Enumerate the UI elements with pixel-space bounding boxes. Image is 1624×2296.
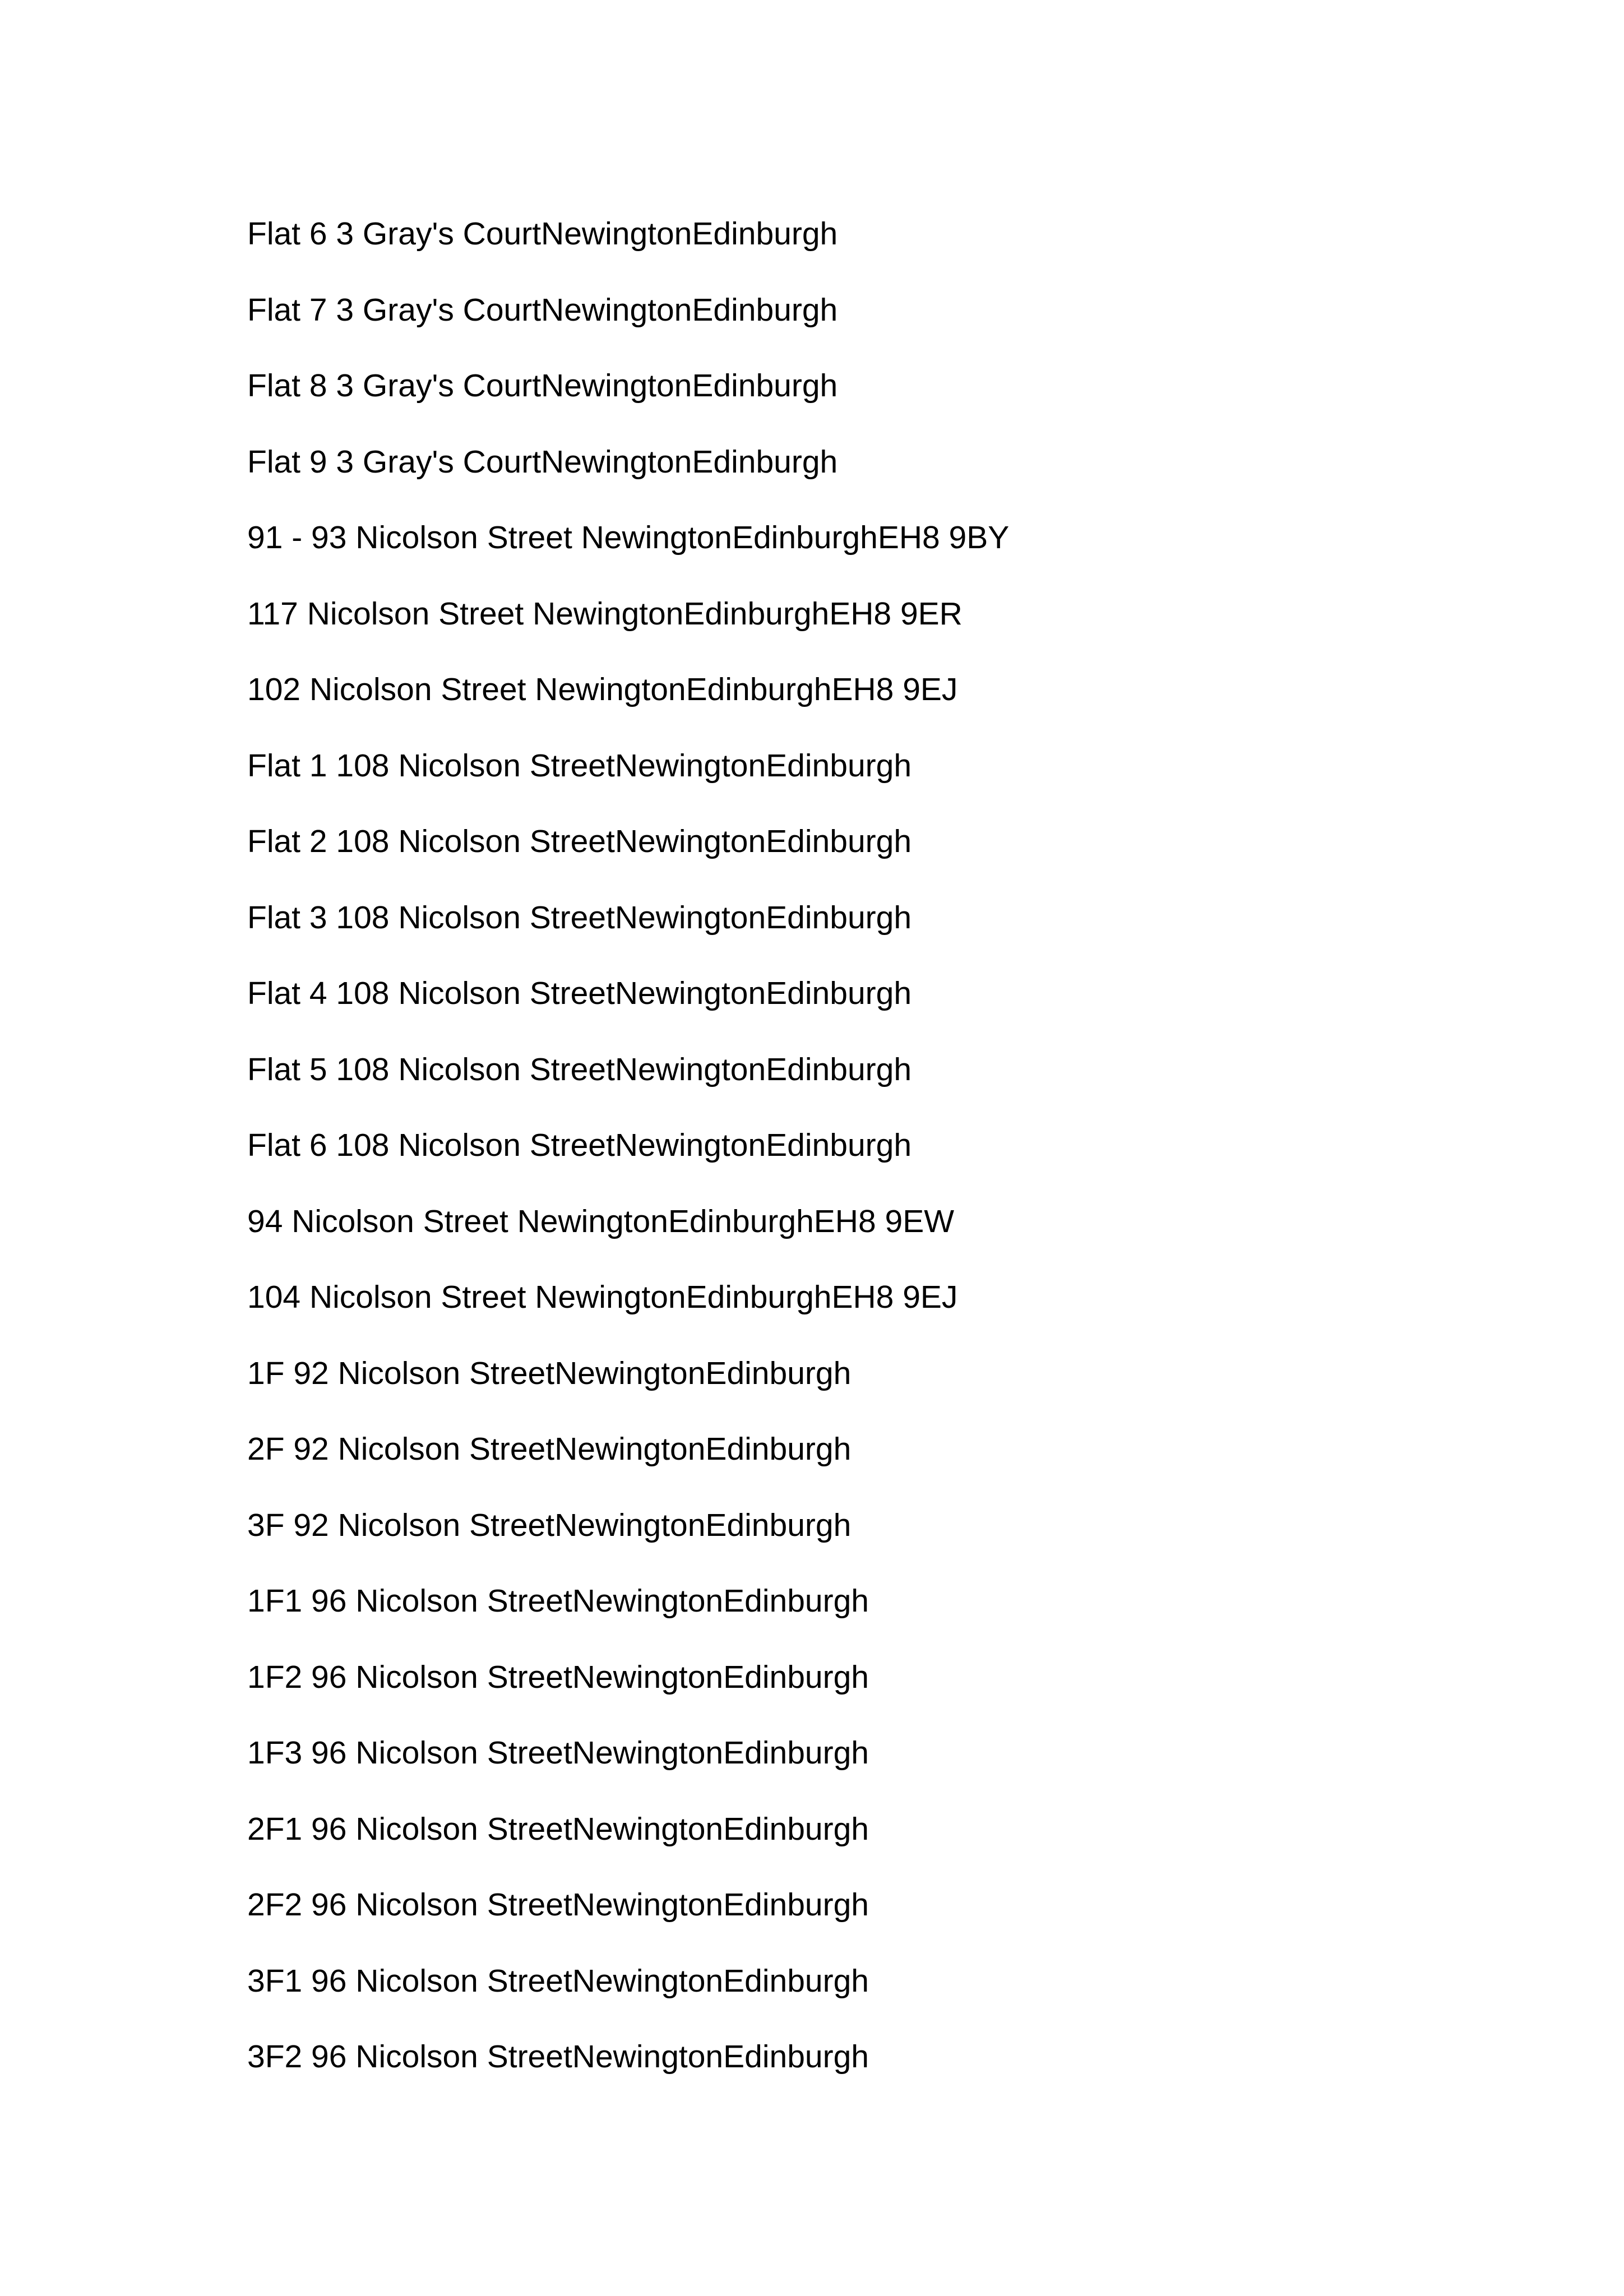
address-line: 2F1 96 Nicolson StreetNewingtonEdinburgh	[247, 1811, 869, 1847]
address-line: 1F1 96 Nicolson StreetNewingtonEdinburgh	[247, 1583, 869, 1619]
address-line: Flat 2 108 Nicolson StreetNewingtonEdinburgh	[247, 823, 912, 859]
address-line: Flat 1 108 Nicolson StreetNewingtonEdinburgh	[247, 747, 912, 784]
address-line: 102 Nicolson Street NewingtonEdinburghEH8 9EJ	[247, 672, 958, 707]
address-line: 117 Nicolson Street NewingtonEdinburghEH8 9ER	[247, 595, 963, 632]
address-line: 94 Nicolson Street NewingtonEdinburghEH8 9EW	[247, 1203, 955, 1239]
address-line: Flat 7 3 Gray's CourtNewingtonEdinburgh	[247, 291, 838, 328]
address-line: Flat 3 108 Nicolson StreetNewingtonEdinburgh	[247, 899, 912, 936]
address-list	[247, 196, 1009, 2095]
address-line: Flat 6 3 Gray's CourtNewingtonEdinburgh	[247, 216, 838, 252]
address-line: 1F 92 Nicolson StreetNewingtonEdinburgh	[247, 1355, 852, 1391]
address-line: 3F2 96 Nicolson StreetNewingtonEdinburgh	[247, 2039, 869, 2075]
address-line: 91 - 93 Nicolson Street NewingtonEdinburghEH8 9BY	[247, 520, 1010, 556]
address-line: Flat 6 108 Nicolson StreetNewingtonEdinburgh	[247, 1127, 912, 1163]
address-line: 2F 92 Nicolson StreetNewingtonEdinburgh	[247, 1431, 852, 1467]
address-line: Flat 5 108 Nicolson StreetNewingtonEdinburgh	[247, 1051, 912, 1087]
address-line: 3F 92 Nicolson StreetNewingtonEdinburgh	[247, 1507, 852, 1543]
address-line: 3F1 96 Nicolson StreetNewingtonEdinburgh	[247, 1962, 869, 1999]
address-line: Flat 4 108 Nicolson StreetNewingtonEdinburgh	[247, 975, 912, 1011]
address-line: Flat 8 3 Gray's CourtNewingtonEdinburgh	[247, 368, 838, 404]
address-line: 1F3 96 Nicolson StreetNewingtonEdinburgh	[247, 1735, 869, 1771]
address-line: 104 Nicolson Street NewingtonEdinburghEH8 9EJ	[247, 1279, 958, 1315]
address-line: 2F2 96 Nicolson StreetNewingtonEdinburgh	[247, 1887, 869, 1923]
address-line: 1F2 96 Nicolson StreetNewingtonEdinburgh	[247, 1659, 869, 1695]
address-line: Flat 9 3 Gray's CourtNewingtonEdinburgh	[247, 443, 838, 480]
